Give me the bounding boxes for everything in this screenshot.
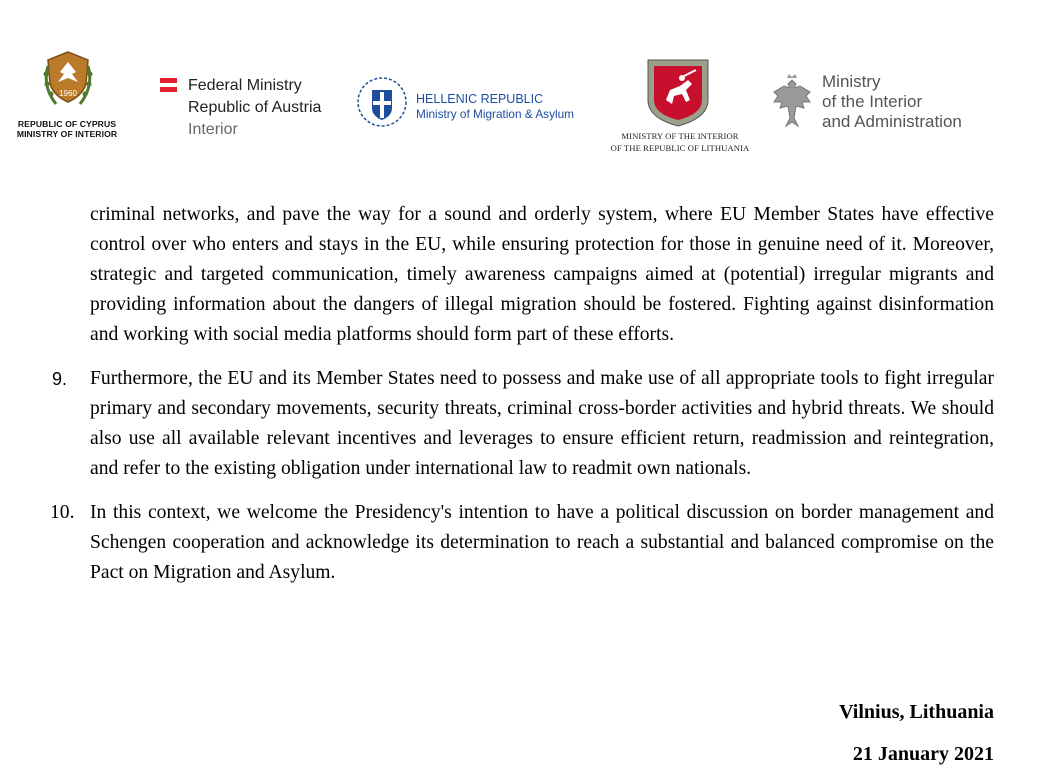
greece-logo-line1: HELLENIC REPUBLIC (416, 92, 544, 106)
continuation-paragraph: criminal networks, and pave the way for a sound and orderly system, where EU Member States have effective control over who enters and stays in the EU, while ensuring protection for those in genuine need of it. Moreover, strategic and targeted communication, timely awareness campaigns aimed at (potential) irregular migrants and providing information about the dangers of illegal migration should be fostered. Fighting against disinformation and working with social media platforms should form part of these efforts. (90, 204, 994, 345)
greece-logo-line2: Ministry of Migration & Asylum (416, 107, 574, 121)
lithuania-logo-line2: OF THE REPUBLIC OF LITHUANIA (610, 143, 750, 153)
austria-ministry-logo (160, 75, 350, 145)
poland-eagle-emblem-icon (770, 74, 814, 132)
paragraph-number: 9. (52, 369, 68, 389)
poland-logo-line3: and Administration (822, 112, 962, 131)
date-line: 21 January 2021 (852, 743, 994, 765)
cyprus-coat-of-arms-icon (42, 46, 94, 110)
poland-logo-line1: Ministry (822, 72, 881, 91)
svg-text:1960: 1960 (59, 89, 77, 98)
lithuania-logo-line1: MINISTRY OF THE INTERIOR (621, 131, 739, 141)
lithuania-vytis-coat-of-arms-icon (646, 56, 710, 128)
place-line: Vilnius, Lithuania (839, 701, 994, 723)
greece-coat-of-arms-icon (356, 74, 408, 130)
paragraph-text: Furthermore, the EU and its Member States need to possess and make use of all appropriate tools to fight irregular primary and secondary movements, security threats, criminal cross-border activities and hybrid threats. We should also use all available relevant incentives and leverages to ensure efficient return, readmission and reintegration, and refer to the existing obligation under international law to readmit own nationals. (90, 368, 994, 479)
lithuania-ministry-logo (600, 56, 770, 160)
paragraph-text: In this context, we welcome the Presidency's intention to have a political discussion on border management and Schengen cooperation and acknowledge its determination to reach a substantial and balanced compromise on the Pact on Migration and Asylum. (90, 502, 994, 583)
signature-block (839, 702, 994, 764)
austria-logo-line1: Federal Ministry (188, 77, 302, 94)
numbered-paragraph-9 (46, 364, 994, 484)
greece-ministry-logo (356, 74, 606, 130)
numbered-paragraph-10 (46, 498, 994, 588)
cyprus-ministry-logo (14, 46, 120, 142)
austria-flag-icon (160, 78, 177, 92)
poland-logo-line2: of the Interior (822, 92, 923, 111)
document-body (46, 200, 994, 602)
austria-logo-line2: Republic of Austria (188, 99, 322, 116)
austria-logo-line3: Interior (188, 121, 238, 138)
cyprus-logo-line1: REPUBLIC OF CYPRUS (17, 119, 117, 129)
paragraph-number: 10. (50, 502, 75, 523)
ministry-logos-header (0, 0, 1050, 170)
poland-ministry-logo (770, 72, 980, 136)
cyprus-logo-line2: MINISTRY OF INTERIOR (16, 129, 118, 139)
